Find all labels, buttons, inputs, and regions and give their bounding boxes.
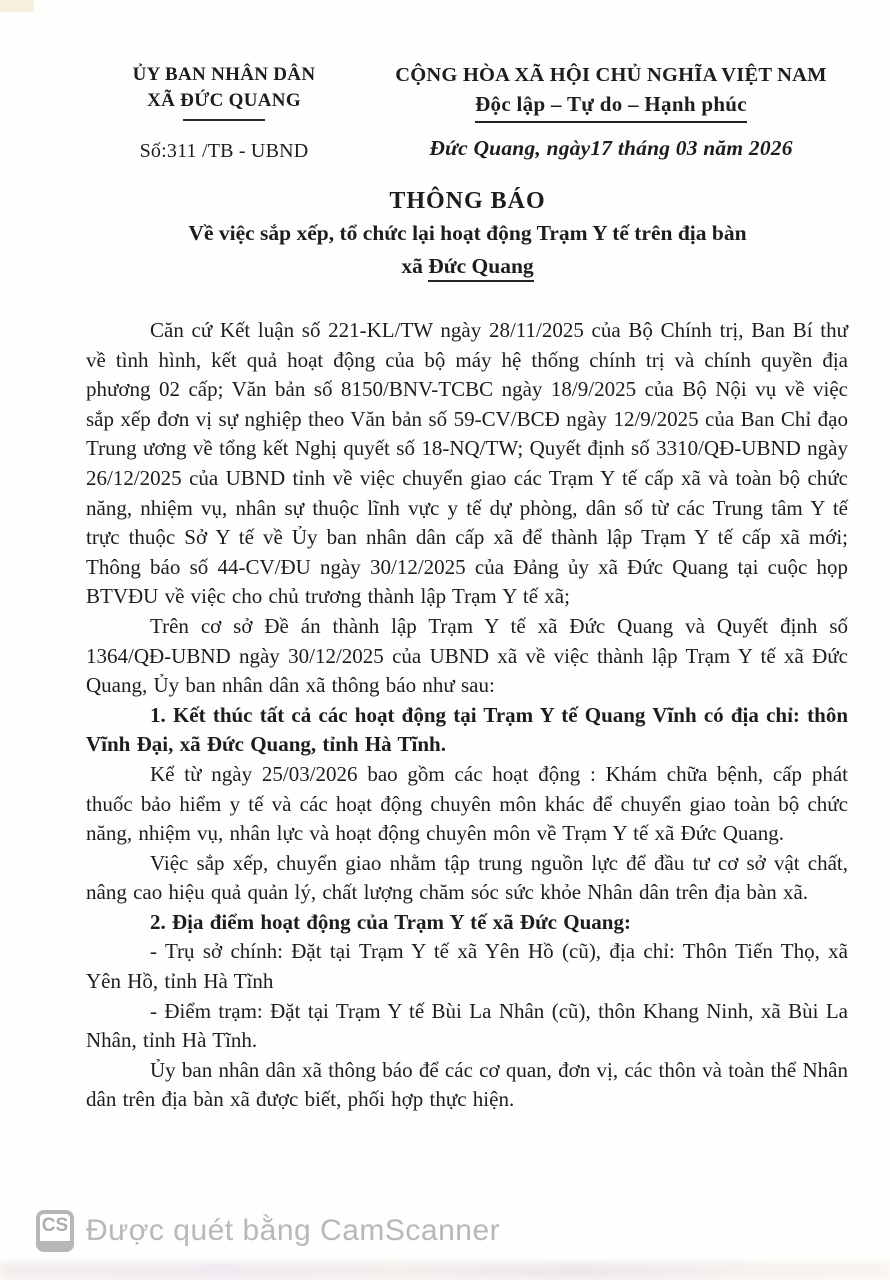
document-subject-line2 <box>45 251 890 282</box>
scan-artifact <box>0 0 34 12</box>
subject-underlined-part: Đức Quang <box>428 254 533 282</box>
org-underline-rule <box>183 119 265 121</box>
paragraph: Trên cơ sở Đề án thành lập Trạm Y tế xã Đức Quang và Quyết định số 1364/QĐ-UBND ngày 30/12/2025 của UBND xã về việc thành lập Trạm Y tế xã Đức Quang, Ủy ban nhân dân xã thông báo như sau: <box>86 613 848 698</box>
header-national-motto <box>368 62 854 161</box>
watermark-text: Được quét bằng CamScanner <box>86 1214 501 1247</box>
document-title: THÔNG BÁO <box>389 188 546 214</box>
camscanner-icon-band <box>36 1241 74 1252</box>
camscanner-watermark <box>36 1206 500 1256</box>
header-issuing-org <box>104 62 344 164</box>
org-name-line1: ỦY BAN NHÂN DÂN <box>132 64 316 85</box>
org-name-line2: XÃ ĐỨC QUANG <box>147 90 301 111</box>
paragraph: Kể từ ngày 25/03/2026 bao gồm các hoạt động : Khám chữa bệnh, cấp phát thuốc bảo hiểm y tế và các hoạt động chuyên môn khác để chuyển giao toàn bộ chức năng, nhiệm vụ, nhân lực và hoạt động chuyên môn về Trạm Y tế xã Đức Quang. <box>86 761 848 846</box>
paragraph: Ủy ban nhân dân xã thông báo để các cơ quan, đơn vị, các thôn và toàn thể Nhân dân trên địa bàn xã được biết, phối hợp thực hiện. <box>86 1057 848 1112</box>
next-page-edge-blur <box>0 1262 890 1280</box>
title-block <box>45 186 890 282</box>
document-subject-line1: Về việc sắp xếp, tổ chức lại hoạt động Trạm Y tế trên địa bàn <box>188 221 747 245</box>
national-title: CỘNG HÒA XÃ HỘI CHỦ NGHĨA VIỆT NAM <box>395 64 827 86</box>
camscanner-icon <box>36 1210 74 1252</box>
document-number: Số:311 /TB - UBND <box>139 140 309 162</box>
paragraph: - Điểm trạm: Đặt tại Trạm Y tế Bùi La Nhân (cũ), thôn Khang Ninh, xã Bùi La Nhân, tỉnh Hà Tĩnh. <box>86 998 848 1053</box>
national-motto: Độc lập – Tự do – Hạnh phúc <box>475 91 747 123</box>
subject-prefix: xã <box>401 254 429 278</box>
paragraph: 2. Địa điểm hoạt động của Trạm Y tế xã Đức Quang: <box>150 909 631 934</box>
paragraph: - Trụ sở chính: Đặt tại Trạm Y tế xã Yên Hồ (cũ), địa chỉ: Thôn Tiến Thọ, xã Yên Hồ, tỉnh Hà Tĩnh <box>86 939 848 994</box>
paragraph: Căn cứ Kết luận số 221-KL/TW ngày 28/11/2025 của Bộ Chính trị, Ban Bí thư về tình hình, kết quả hoạt động của bộ máy hệ thống chính trị và chính quyền địa phương 02 cấp; Văn bản số 8150/BNV-TCBC ngày 18/9/2025 của Bộ Nội vụ về việc sắp xếp đơn vị sự nghiệp theo Văn bản số 59-CV/BCĐ ngày 12/9/2025 của Ban Chỉ đạo Trung ương về tổng kết Nghị quyết số 18-NQ/TW; Quyết định số 3310/QĐ-UBND ngày 26/12/2025 của UBND tỉnh về việc chuyển giao các Trạm Y tế cấp xã và toàn bộ chức năng, nhiệm vụ, nhân sự thuộc lĩnh vực y tế dự phòng, dân số từ các Trung tâm Y tế trực thuộc Sở Y tế về Ủy ban nhân dân cấp xã để thành lập Trạm Y tế cấp xã mới; Thông báo số 44-CV/ĐU ngày 30/12/2025 của Đảng ủy xã Đức Quang tại cuộc họp BTVĐU về việc cho chủ trương thành lập Trạm Y tế xã; <box>86 318 848 609</box>
camscanner-icon-label: CS <box>41 1215 69 1236</box>
place-date-line: Đức Quang, ngày17 tháng 03 năm 2026 <box>429 136 793 160</box>
document-body <box>86 316 848 1115</box>
paragraph: 1. Kết thúc tất cả các hoạt động tại Trạm Y tế Quang Vĩnh có địa chỉ: thôn Vĩnh Đại, xã Đức Quang, tỉnh Hà Tĩnh. <box>86 702 848 757</box>
paragraph: Việc sắp xếp, chuyển giao nhằm tập trung nguồn lực để đầu tư cơ sở vật chất, nâng cao hiệu quả quản lý, chất lượng chăm sóc sức khỏe Nhân dân trên địa bàn xã. <box>86 850 848 905</box>
